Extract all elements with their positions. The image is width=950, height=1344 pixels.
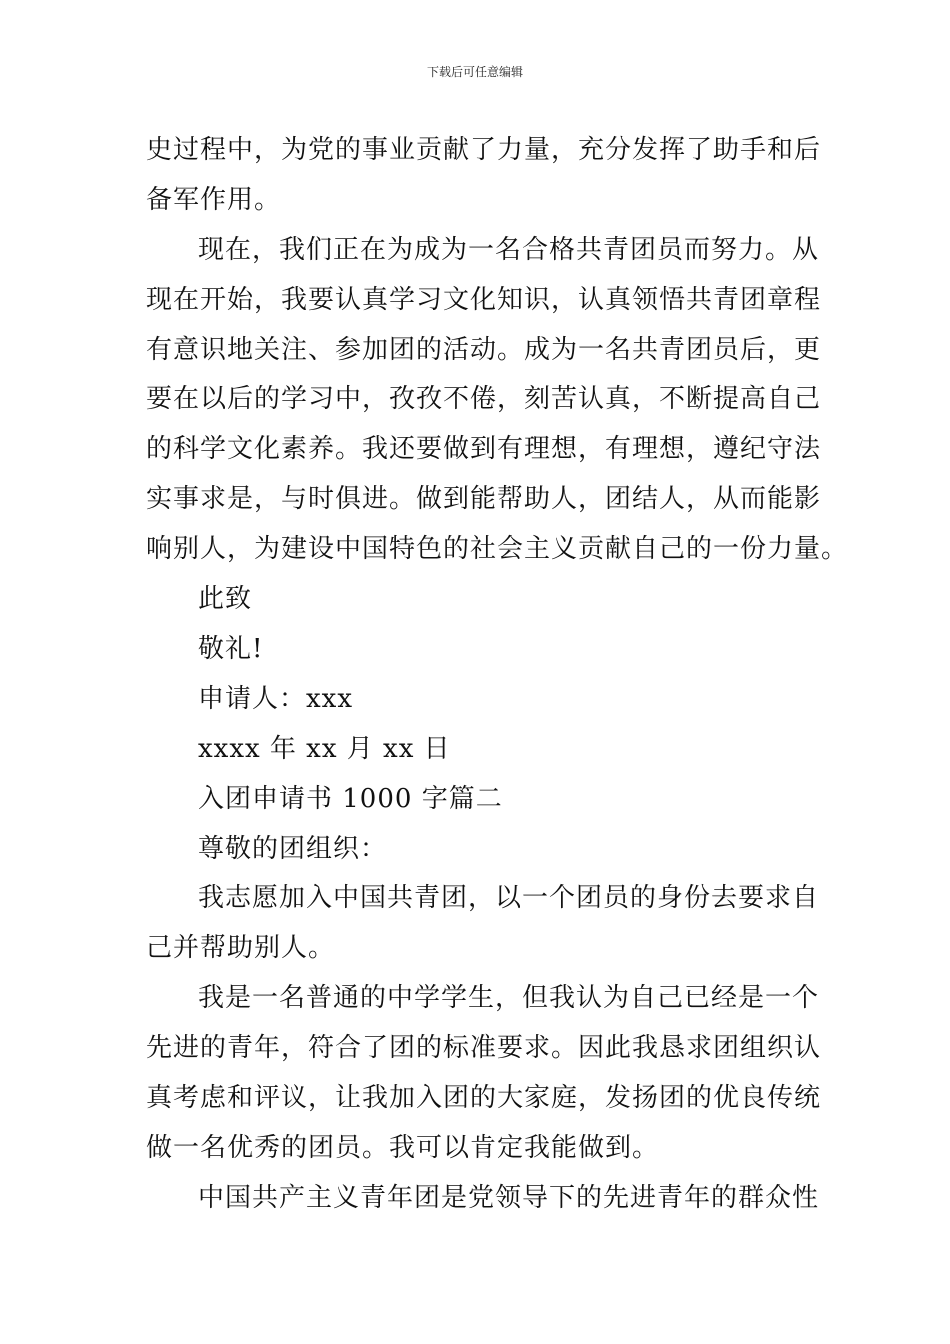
body-line: 我是一名普通的中学学生，但我认为自己已经是一个: [198, 983, 820, 1013]
body-line: 有意识地关注、参加团的活动。成为一名共青团员后，更: [146, 335, 822, 365]
letter-greeting: 尊敬的团组织：: [198, 834, 388, 864]
body-line: 做一名优秀的团员。我可以肯定我能做到。: [146, 1133, 660, 1163]
body-line: 现在，我们正在为成为一名合格共青团员而努力。从: [198, 235, 820, 265]
section-title: 入团申请书 1000 字篇二: [198, 784, 503, 814]
body-line: 真考虑和评议，让我加入团的大家庭，发扬团的优良传统: [146, 1083, 822, 1113]
closing-regards: 敬礼!: [198, 634, 264, 664]
closing-salutation: 此致: [198, 584, 253, 614]
signature-date: xxxx 年 xx 月 xx 日: [198, 734, 451, 764]
body-line: 实事求是，与时俱进。做到能帮助人，团结人，从而能影: [146, 484, 822, 514]
body-line: 先进的青年，符合了团的标准要求。因此我恳求团组织认: [146, 1033, 822, 1063]
page-header: 下载后可任意编辑: [426, 65, 523, 79]
body-line: 响别人，为建设中国特色的社会主义贡献自己的一份力量。: [146, 534, 849, 564]
body-line: 己并帮助别人。: [146, 933, 336, 963]
body-line: 的科学文化素养。我还要做到有理想，有理想，遵纪守法: [146, 434, 822, 464]
body-line: 现在开始，我要认真学习文化知识，认真领悟共青团章程: [146, 285, 822, 315]
applicant-signature: 申请人：xxx: [198, 684, 353, 714]
body-line: 要在以后的学习中，孜孜不倦，刻苦认真，不断提高自己: [146, 384, 822, 414]
body-line: 中国共产主义青年团是党领导下的先进青年的群众性: [198, 1183, 820, 1213]
body-line: 史过程中，为党的事业贡献了力量，充分发挥了助手和后: [146, 135, 822, 165]
body-line: 备军作用。: [146, 185, 282, 215]
body-line: 我志愿加入中国共青团，以一个团员的身份去要求自: [198, 883, 820, 913]
